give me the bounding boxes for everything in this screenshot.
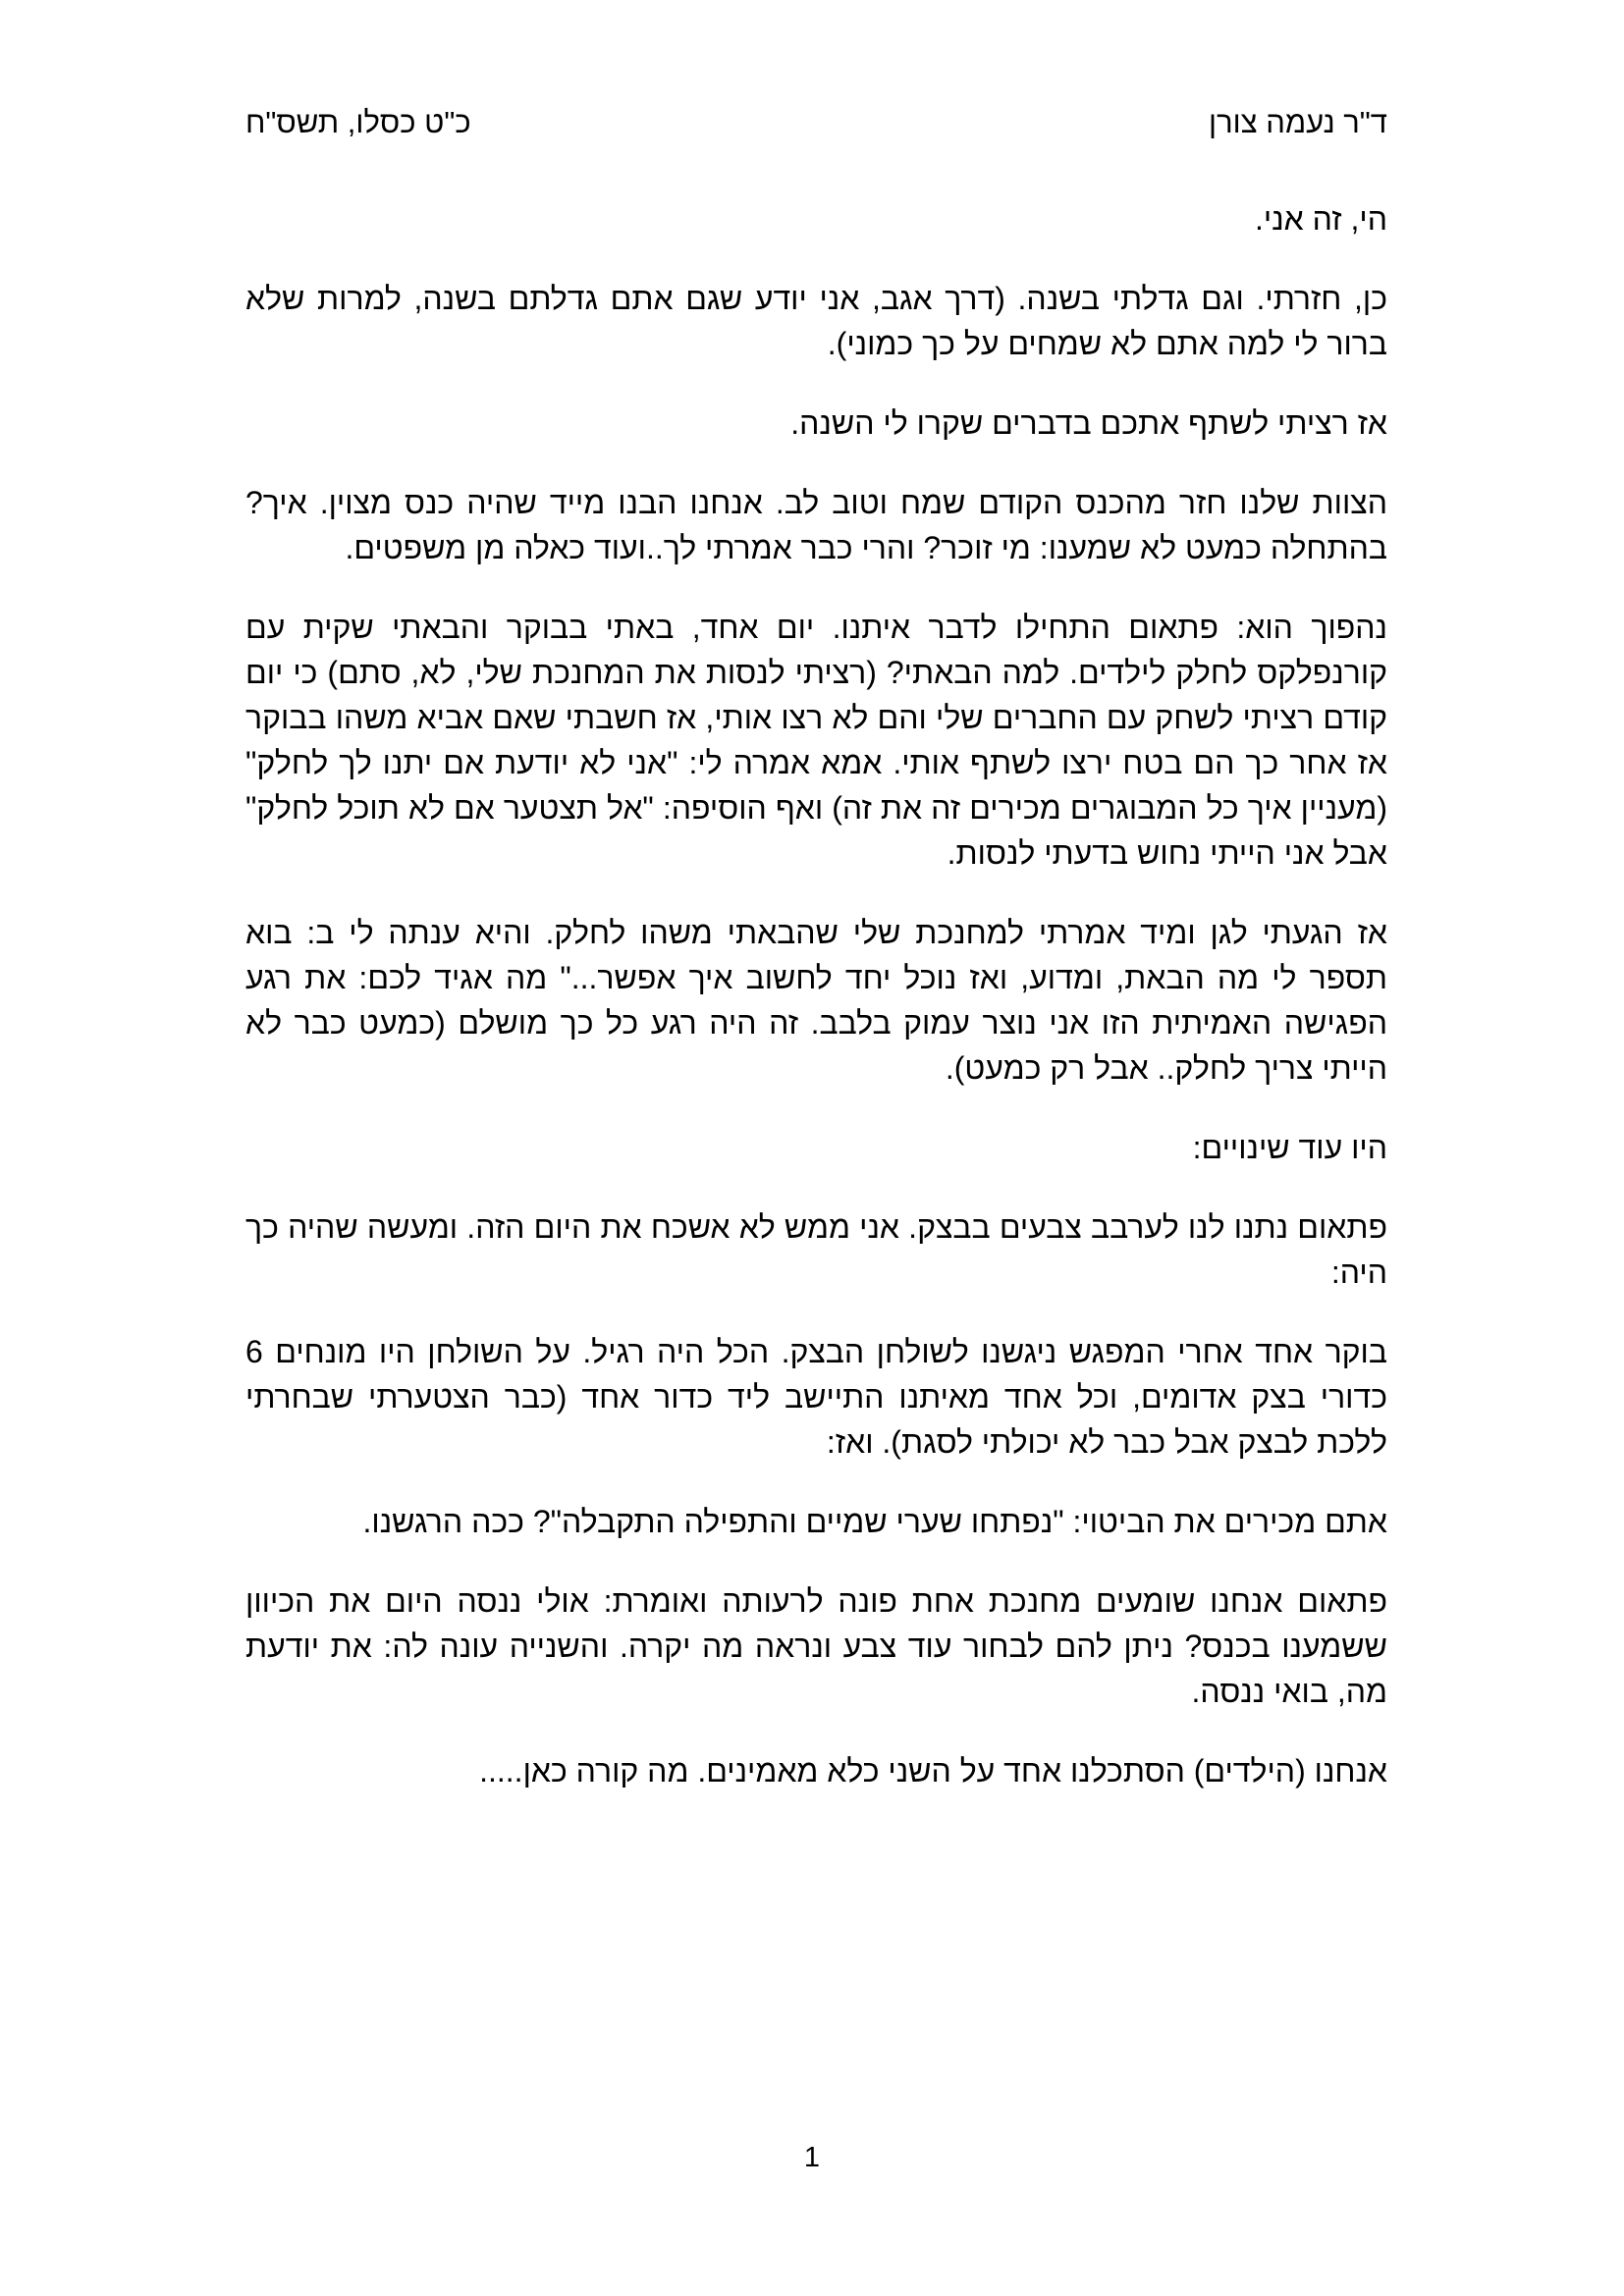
- page-header: [245, 93, 1387, 152]
- paragraph: אנחנו (הילדים) הסתכלנו אחד על השני כלא מאמינים. מה קורה כאן.....: [479, 1753, 1387, 1789]
- paragraph: אז רציתי לשתף אתכם בדברים שקרו לי השנה.: [790, 405, 1387, 441]
- header-date: כ"ט כסלו, תשס"ח: [245, 105, 471, 139]
- paragraph: כן, חזרתי. וגם גדלתי בשנה. (דרך אגב, אני יודע שגם אתם גדלתם בשנה, למרות שלא ברור לי למה אתם לא שמחים על כך כמוני).: [245, 281, 1387, 361]
- paragraph: פתאום אנחנו שומעים מחנכת אחת פונה לרעותה ואומרת: אולי ננסה היום את הכיוון ששמענו בכנס? ניתן להם לבחור עוד צבע ונראה מה יקרה. והשנייה עונה לה: את יודעת מה, בואי ננסה.: [245, 1583, 1387, 1709]
- paragraph: נהפוך הוא: פתאום התחילו לדבר איתנו. יום אחד, באתי בבוקר והבאתי שקית עם קורנפלקס לחלק לילדים. למה הבאתי? (רציתי לנסות את המחנכת שלי, לא, סתם) כי יום קודם רציתי לשחק עם החברים שלי והם לא רצו אותי, אז חשבתי שאם אביא משהו בבוקר אז אחר כך הם בטח ירצו לשתף אותי. אמא אמרה לי: "אני לא יודעת אם יתנו לך לחלק" (מעניין איך כל המבוגרים מכירים זה את זה) ואף הוסיפה: "אל תצטער אם לא תוכל לחלק" אבל אני הייתי נחוש בדעתי לנסות.: [245, 610, 1387, 871]
- paragraph: הי, זה אני.: [1255, 201, 1387, 237]
- paragraph: אתם מכירים את הביטוי: "נפתחו שערי שמיים והתפילה התקבלה"? ככה הרגשנו.: [362, 1504, 1387, 1539]
- page-number: 1: [803, 2142, 821, 2173]
- page-footer: [0, 2138, 1624, 2177]
- paragraph: בוקר אחד אחרי המפגש ניגשנו לשולחן הבצק. הכל היה רגיל. על השולחן היו מונחים 6 כדורי בצק אדומים, וכל אחד מאיתנו התיישב ליד כדור אחד (כבר הצטערתי שבחרתי ללכת לבצק אבל כבר לא יכולתי לסגת). ואז:: [245, 1334, 1387, 1460]
- paragraph: אז הגעתי לגן ומיד אמרתי למחנכת שלי שהבאתי משהו לחלק. והיא ענתה לי ב: בוא תספר לי מה הבאת, ומדוע, ואז נוכל יחד לחשוב איך אפשר..." מה אגיד לכם: את רגע הפגישה האמיתית הזו אני נוצר עמוק בלבב. זה היה רגע כל כך מושלם (כמעט כבר לא הייתי צריך לחלק.. אבל רק כמעט).: [245, 915, 1387, 1086]
- paragraph: פתאום נתנו לנו לערבב צבעים בבצק. אני ממש לא אשכח את היום הזה. ומעשה שהיה כך היה:: [245, 1209, 1387, 1290]
- paragraph: הצוות שלנו חזר מהכנס הקודם שמח וטוב לב. אנחנו הבנו מייד שהיה כנס מצוין. איך? בהתחלה כמעט לא שמענו: מי זוכר? והרי כבר אמרתי לך..ועוד כאלה מן משפטים.: [245, 485, 1387, 565]
- header-author: ד"ר נעמה צורן: [1209, 105, 1387, 139]
- paragraph: היו עוד שינויים:: [1192, 1130, 1387, 1165]
- document-body: [245, 196, 1387, 1828]
